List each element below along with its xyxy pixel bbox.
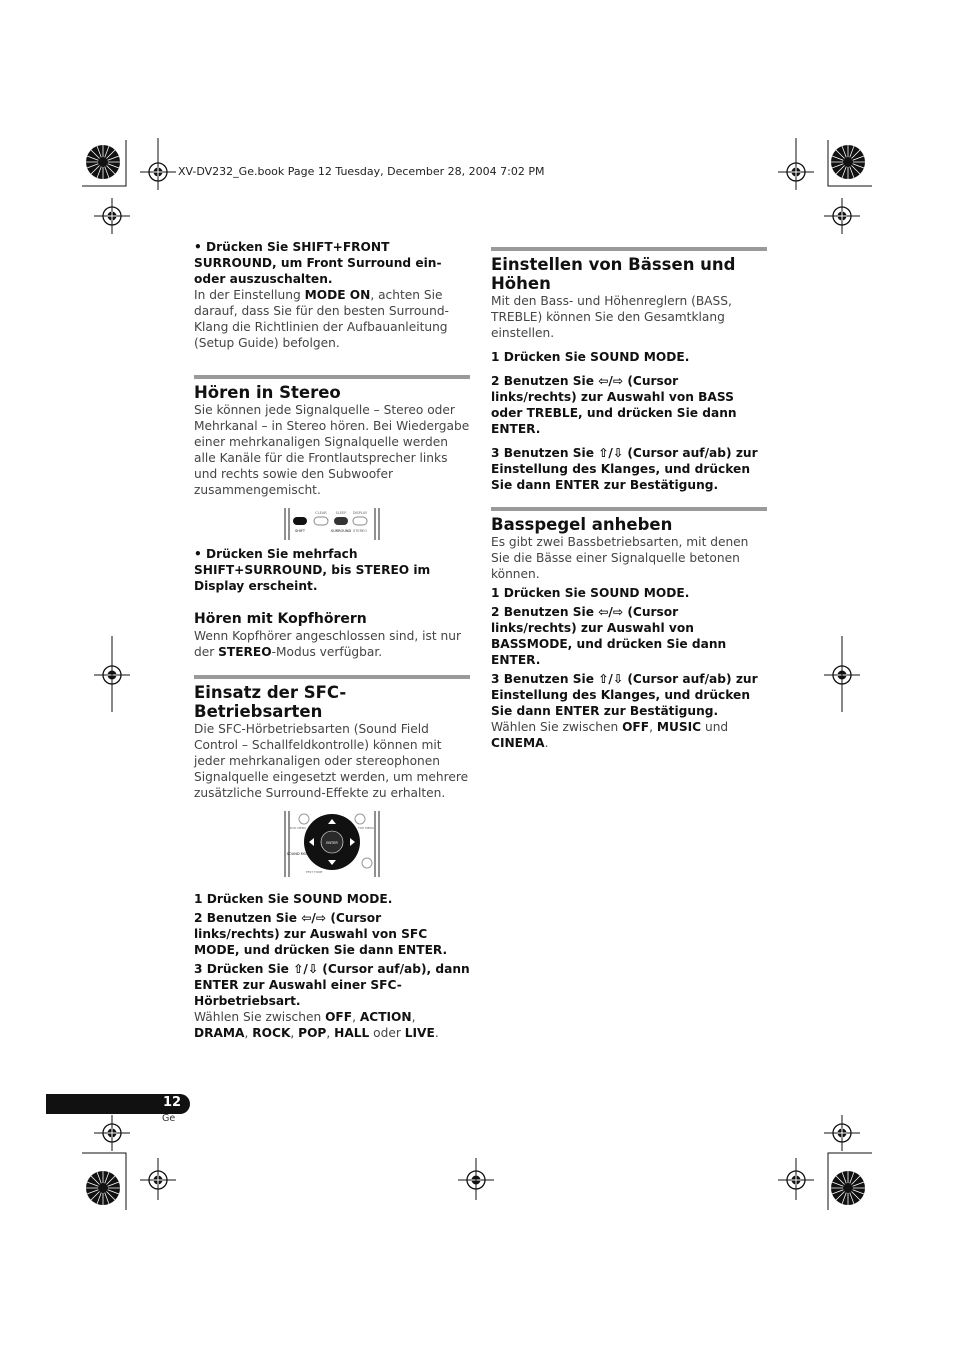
remote-figure-sound-mode	[194, 811, 470, 885]
remote-label-dvd-menu: DVD MENU	[289, 826, 307, 830]
section-heading-bass-treble: Einstellen von Bässen und Höhen	[491, 255, 736, 293]
remote-label-top-menu: TOP MENU	[358, 826, 374, 830]
page-number: 12	[163, 1095, 182, 1110]
stereo-bullet: • Drücken Sie mehrfach SHIFT+SURROUND, bis STEREO im Display erscheint.	[194, 547, 431, 593]
language-code: Ge	[162, 1113, 176, 1124]
sfc-options: Wählen Sie zwischen OFF, ACTION, DRAMA, ROCK, POP, HALL oder LIVE.	[194, 1010, 439, 1040]
print-header: XV-DV232_Ge.book Page 12 Tuesday, December 28, 2004 7:02 PM	[178, 165, 545, 178]
sfc-step-2: 2 Benutzen Sie ⇦/⇨ (Cursor links/rechts) zur Auswahl von SFC MODE, und drücken Sie dann ENTER.	[194, 911, 448, 957]
boost-step-3: 3 Benutzen Sie ⇧/⇩ (Cursor auf/ab) zur Einstellung des Klanges, und drücken Sie dann ENTER zur Bestätigung.	[491, 672, 758, 718]
sfc-step-1: 1 Drücken Sie SOUND MODE.	[194, 892, 393, 906]
stereo-text: Sie können jede Signalquelle – Stereo oder Mehrkanal – in Stereo hören. Bei Wiedergabe einer mehrkanaligen Signalquelle werden alle Kanäle für die Frontlautsprecher links und rechts sowie den Subwoofer zusammengemischt.	[194, 403, 470, 497]
remote-label-clear: CLEAR	[315, 511, 327, 515]
remote-label-sleep: SLEEP	[335, 511, 347, 515]
boost-text: Es gibt zwei Bassbetriebsarten, mit denen Sie die Bässe einer Signalquelle betonen können.	[491, 535, 749, 581]
left-column	[194, 239, 470, 1041]
bass-text: Mit den Bass- und Höhenreglern (BASS, TREBLE) können Sie den Gesamtklang einstellen.	[491, 294, 732, 340]
remote-label-surround: SURROUND	[330, 529, 352, 533]
remote-label-test-tone: TEST TONE	[305, 870, 323, 874]
right-column	[491, 247, 767, 751]
section-heading-stereo: Hören in Stereo	[194, 383, 341, 402]
remote-label-sound-mode: SOUND MODE	[286, 852, 312, 856]
remote-label-display: DISPLAY	[352, 511, 368, 515]
boost-step-2: 2 Benutzen Sie ⇦/⇨ (Cursor links/rechts) zur Auswahl von BASSMODE, und drücken Sie dann ENTER.	[491, 605, 727, 667]
bass-step-3: 3 Benutzen Sie ⇧/⇩ (Cursor auf/ab) zur Einstellung des Klanges, und drücken Sie dann ENTER zur Bestätigung.	[491, 446, 758, 492]
bass-step-1: 1 Drücken Sie SOUND MODE.	[491, 350, 690, 364]
section-heading-bassmode: Basspegel anheben	[491, 515, 673, 534]
sfc-text: Die SFC-Hörbetriebsarten (Sound Field Control – Schallfeldkontrolle) können mit jeder mehrkanaligen oder stereophonen Signalquelle eingesetzt werden, um mehrere zusätzliche Surround-Effekte zu erhalten.	[194, 722, 469, 800]
remote-label-shift: SHIFT	[295, 529, 305, 533]
intro-bullet: • Drücken Sie SHIFT+FRONT SURROUND, um Front Surround ein- oder auszuschalten.	[194, 240, 442, 286]
bass-step-2: 2 Benutzen Sie ⇦/⇨ (Cursor links/rechts) zur Auswahl von BASS oder TREBLE, und drücken Sie dann ENTER.	[491, 374, 737, 436]
remote-figure-stereo	[194, 506, 470, 546]
subheading-kopfhoerer: Hören mit Kopfhörern	[194, 611, 367, 627]
boost-options: Wählen Sie zwischen OFF, MUSIC und CINEMA.	[491, 720, 729, 750]
section-heading-sfc: Einsatz der SFC-Betriebsarten	[194, 683, 347, 721]
boost-step-1: 1 Drücken Sie SOUND MODE.	[491, 586, 690, 600]
intro-text: In der Einstellung MODE ON, achten Sie darauf, dass Sie für den besten Surround-Klang die Richtlinien der Aufbauanleitung (Setup Guide) befolgen.	[194, 288, 449, 350]
remote-label-enter: ENTER	[326, 841, 338, 845]
remote-label-stereo: STEREO	[353, 529, 367, 533]
sfc-step-3: 3 Drücken Sie ⇧/⇩ (Cursor auf/ab), dann ENTER zur Auswahl einer SFC-Hörbetriebsart.	[194, 962, 470, 1008]
kopf-text: Wenn Kopfhörer angeschlossen sind, ist nur der STEREO-Modus verfügbar.	[194, 629, 461, 659]
